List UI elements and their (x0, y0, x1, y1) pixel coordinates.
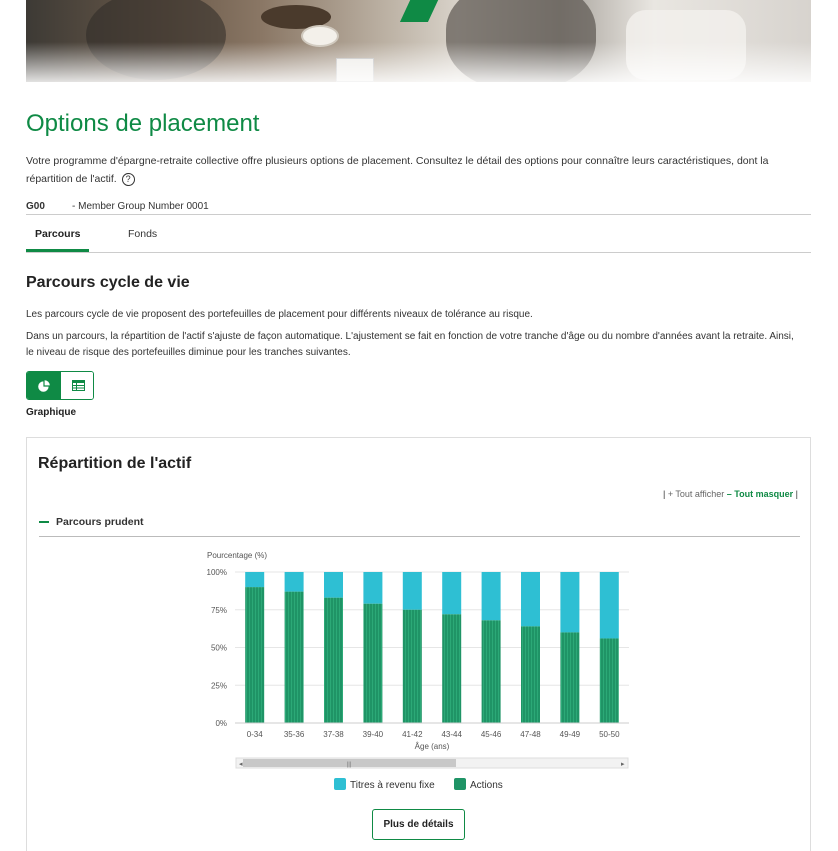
x-tick-label: 49-49 (559, 730, 581, 739)
x-tick-label: 41-42 (402, 730, 423, 739)
group-name: - Member Group Number 0001 (72, 201, 209, 212)
table-icon (72, 380, 85, 391)
bar-fixed-income (442, 572, 461, 614)
y-axis-label: Pourcentage (%) (207, 551, 268, 560)
question-circle-icon[interactable]: ? (122, 173, 135, 186)
bar-equities (560, 632, 579, 723)
x-tick-label: 50-50 (599, 730, 620, 739)
x-tick-label: 45-46 (480, 730, 502, 739)
tab-fonds[interactable]: Fonds (128, 228, 158, 240)
x-tick-label: 43-44 (441, 730, 462, 739)
group-code: G00 (26, 201, 45, 212)
scrollbar-grip-icon: ||| (346, 762, 352, 768)
scroll-left-icon: ◂ (239, 760, 243, 768)
bar-fixed-income (403, 572, 422, 610)
x-tick-label: 37-38 (323, 730, 344, 739)
scroll-right-icon: ▸ (621, 760, 625, 768)
bar-fixed-income (285, 572, 304, 592)
bar-fixed-income (363, 572, 382, 604)
y-tick-label: 100% (206, 568, 227, 577)
legend-label-equities: Actions (470, 780, 503, 791)
section-title: Parcours cycle de vie (26, 274, 190, 291)
table-view-button[interactable] (61, 372, 94, 399)
x-tick-label: 47-48 (520, 730, 541, 739)
bar-fixed-income (324, 572, 343, 598)
hero-image (26, 0, 811, 82)
member-group (26, 201, 209, 212)
bar-fixed-income (245, 572, 264, 587)
section-explanation: Dans un parcours, la répartition de l'actif s'ajuste de façon automatique. L'ajustement se fait en fonction de votre tranche d'âge ou du nombre d'années avant la retraite. Ainsi, le niveau de risque des portefeuilles diminue pour les tranches suivantes. (26, 331, 794, 358)
x-tick-label: 39-40 (362, 730, 384, 739)
y-tick-label: 50% (210, 643, 227, 653)
bar-fixed-income (560, 572, 579, 632)
bar-equities (285, 592, 304, 723)
bar-equities (363, 604, 382, 723)
bar-equities (442, 614, 461, 723)
legend-swatch-equities (454, 778, 466, 790)
bar-equities (521, 626, 540, 723)
page-title: Options de placement (26, 110, 260, 137)
tab-bar (26, 214, 811, 253)
bar-equities (324, 598, 343, 723)
y-tick-label: 0% (215, 719, 227, 728)
view-label: Graphique (26, 407, 77, 418)
view-toggle (26, 371, 94, 400)
tab-parcours[interactable]: Parcours (26, 215, 89, 252)
bar-equities (403, 610, 422, 723)
legend-swatch-fixed-income (334, 778, 346, 790)
bar-equities (600, 638, 619, 723)
allocation-chart (27, 438, 812, 808)
panel-title[interactable]: Parcours prudent (39, 516, 144, 528)
intro-text: Votre programme d'épargne-retraite collective offre plusieurs options de placement. Consultez le détail des options pour connaître leurs caractéristiques, dont la répartition de l'actif. ? (26, 155, 769, 185)
show-all-link[interactable]: + Tout afficher (667, 489, 725, 499)
x-tick-label: 0-34 (246, 730, 263, 739)
pie-chart-icon (38, 380, 50, 392)
expand-controls: | + Tout afficher – Tout masquer | (662, 489, 798, 499)
asset-allocation-card (26, 437, 811, 851)
y-tick-label: 75% (210, 605, 227, 615)
bar-fixed-income (521, 572, 540, 626)
x-tick-label: 35-36 (283, 730, 305, 739)
details-button[interactable]: Plus de détails (372, 809, 465, 840)
bar-equities (482, 620, 501, 723)
bar-fixed-income (600, 572, 619, 638)
bar-equities (245, 587, 264, 723)
section-description: Les parcours cycle de vie proposent des portefeuilles de placement pour différents niveaux de tolérance au risque. (26, 309, 533, 320)
legend-label-fixed-income: Titres à revenu fixe (350, 780, 435, 791)
hide-all-link[interactable]: – Tout masquer (726, 489, 794, 499)
card-title: Répartition de l'actif (38, 455, 192, 472)
x-axis-label: Âge (ans) (414, 742, 450, 751)
chart-view-button[interactable] (27, 372, 61, 399)
bar-fixed-income (482, 572, 501, 620)
y-tick-label: 25% (210, 681, 227, 691)
